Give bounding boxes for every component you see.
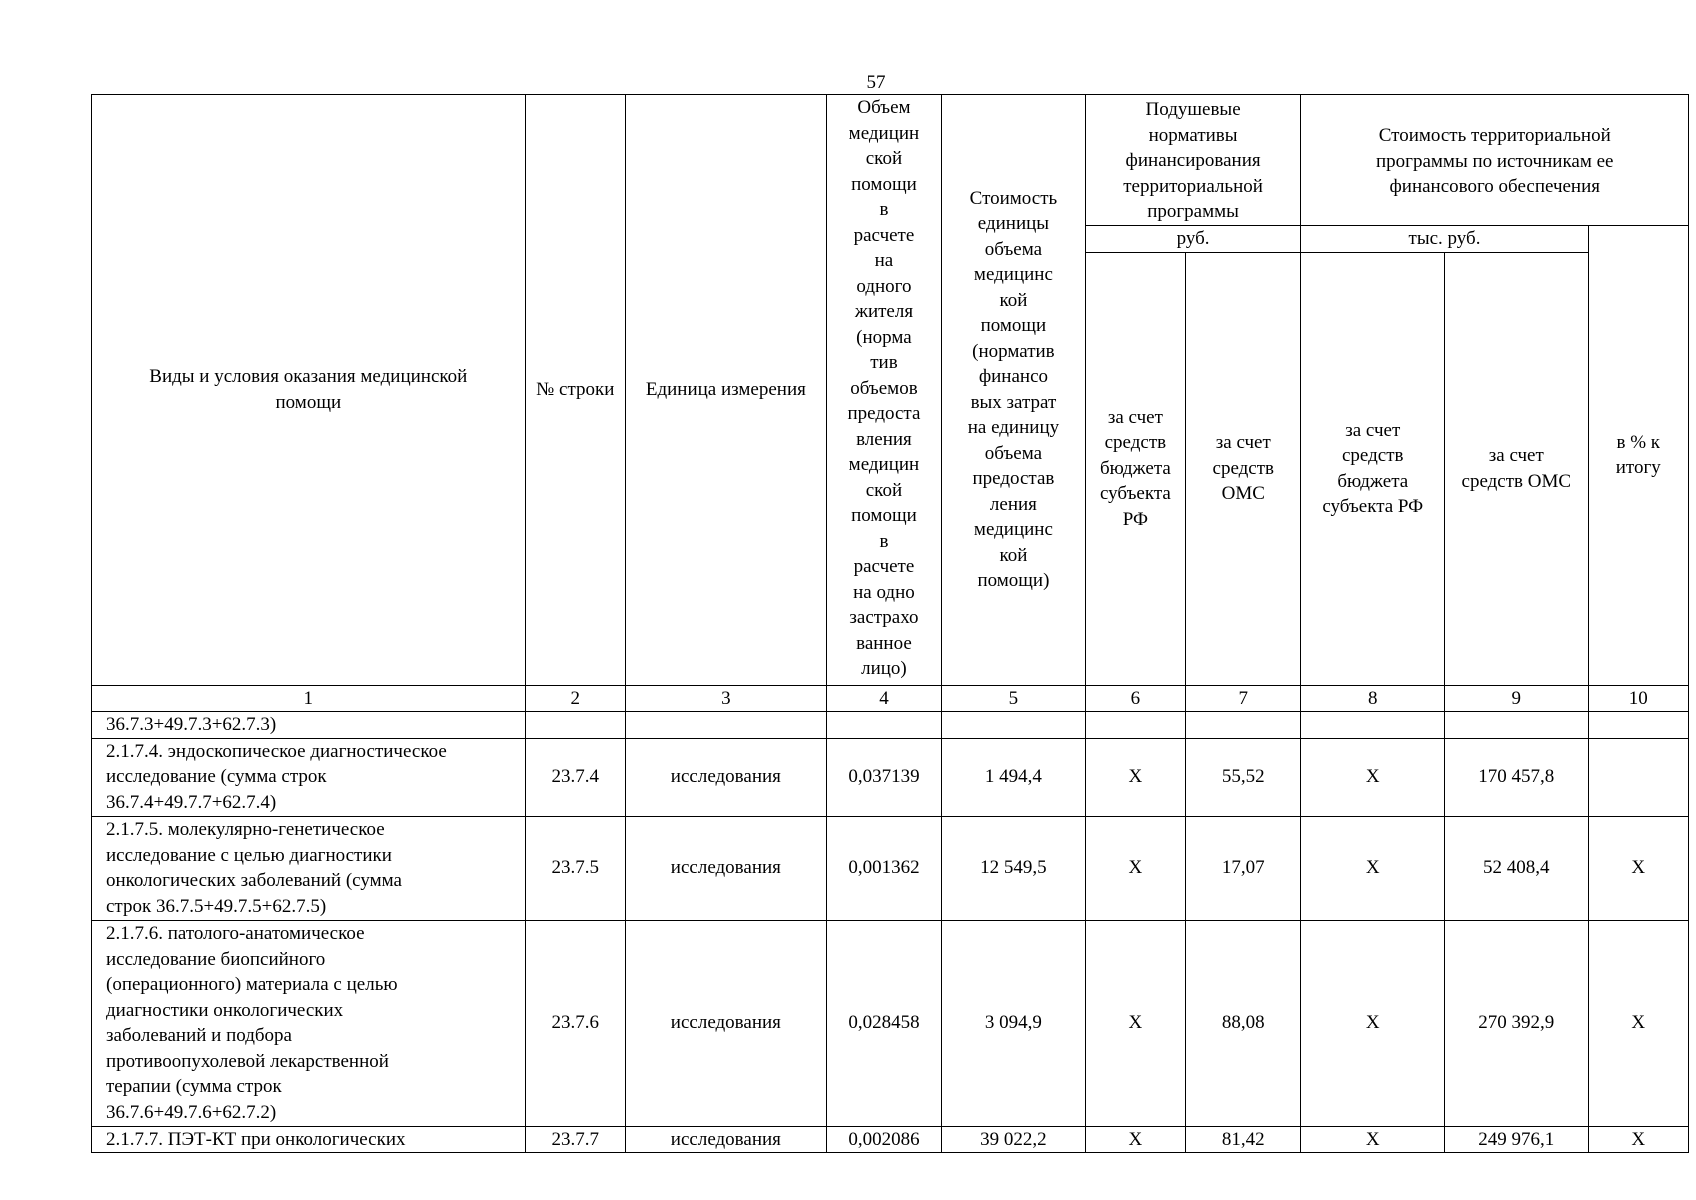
- text-line: одного: [856, 275, 912, 297]
- row-volume: 0,001362: [826, 816, 941, 920]
- text-line: заболеваний и подбора: [106, 1025, 292, 1046]
- row-name: [92, 1126, 526, 1153]
- row-total-budget: [1301, 712, 1445, 739]
- column-number: 5: [942, 685, 1086, 712]
- column-number: 2: [525, 685, 625, 712]
- text-line: помощи: [851, 173, 917, 195]
- row-per-capita-oms: 17,07: [1186, 816, 1301, 920]
- table-body: [92, 95, 1689, 1153]
- text-line: финансирования: [1125, 150, 1261, 171]
- row-per-capita-oms: [1186, 712, 1301, 739]
- financing-table: [91, 94, 1689, 1153]
- text-line: медицинс: [973, 264, 1053, 286]
- row-unit-cost: [942, 712, 1086, 739]
- header-program-cost-group: [1301, 95, 1689, 226]
- header-unit-thousand-rub: тыс. руб.: [1301, 225, 1588, 252]
- text-line: субъекта РФ: [1322, 496, 1424, 517]
- text-line: программы по источникам ее: [1376, 150, 1614, 172]
- row-total-budget: X: [1301, 920, 1445, 1126]
- header-unit-cost: [942, 95, 1086, 686]
- text-line: помощи: [851, 505, 917, 526]
- text-line: территориальной: [1123, 175, 1263, 197]
- text-line: программы: [1147, 201, 1239, 222]
- header-unit: Единица измерения: [625, 95, 826, 686]
- header-per-capita-group: [1085, 95, 1301, 226]
- row-total-oms: 249 976,1: [1445, 1126, 1589, 1153]
- text-line: на единицу: [967, 417, 1060, 439]
- row-volume: 0,028458: [826, 920, 941, 1126]
- text-line: за счет: [1215, 432, 1271, 454]
- text-line: за счет: [1345, 419, 1401, 441]
- table-row: [92, 738, 1689, 816]
- text-line: в: [879, 530, 889, 552]
- header-per-capita-oms: [1186, 252, 1301, 685]
- text-line: расчете: [853, 556, 915, 577]
- text-line: РФ: [1122, 508, 1148, 530]
- text-line: застрахо: [849, 607, 919, 628]
- text-line: за счет: [1107, 406, 1163, 428]
- text-line: объемов: [850, 377, 918, 399]
- text-line: вления: [856, 428, 912, 450]
- text-line: бюджета: [1099, 457, 1171, 479]
- header-volume: [826, 95, 941, 686]
- text-line: онкологических заболеваний (сумма: [106, 870, 402, 891]
- column-number: 4: [826, 685, 941, 712]
- text-line: ОМС: [1221, 483, 1265, 505]
- text-line: на одно: [853, 581, 915, 603]
- row-line-number: 23.7.5: [525, 816, 625, 920]
- row-per-capita-budget: X: [1085, 920, 1185, 1126]
- text-line: ления: [989, 493, 1037, 515]
- text-line: в: [879, 199, 889, 220]
- text-line: средств ОМС: [1461, 470, 1572, 492]
- text-line: кой: [999, 544, 1028, 566]
- header-unit-rub: руб.: [1085, 225, 1301, 252]
- text-line: объема: [984, 238, 1043, 260]
- header-row-1: [92, 95, 1689, 226]
- text-line: жителя: [854, 301, 914, 322]
- text-line: средств: [1342, 445, 1404, 466]
- row-line-number: 23.7.6: [525, 920, 625, 1126]
- text-line: (операционного) материала с целью: [106, 974, 398, 995]
- row-percent-total: X: [1588, 920, 1688, 1126]
- row-total-oms: 170 457,8: [1445, 738, 1589, 816]
- row-unit: исследования: [625, 1126, 826, 1153]
- row-percent-total: [1588, 738, 1688, 816]
- text-line: единицы: [977, 213, 1050, 235]
- row-total-oms: [1445, 712, 1589, 739]
- row-per-capita-budget: X: [1085, 738, 1185, 816]
- row-line-number: 23.7.4: [525, 738, 625, 816]
- text-line: диагностики онкологических: [106, 999, 344, 1021]
- text-line: Объем: [857, 97, 911, 118]
- text-line: исследование (сумма строк: [106, 766, 327, 788]
- text-line: 36.7.3+49.7.3+62.7.3): [106, 714, 277, 735]
- row-per-capita-budget: X: [1085, 1126, 1185, 1153]
- page-number: 57: [866, 72, 886, 93]
- table-row: [92, 920, 1689, 1126]
- row-total-oms: 270 392,9: [1445, 920, 1589, 1126]
- text-line: 2.1.7.7. ПЭТ-КТ при онкологических: [106, 1128, 406, 1150]
- text-line: исследование с целью диагностики: [106, 844, 392, 866]
- row-unit: [625, 712, 826, 739]
- row-per-capita-budget: [1085, 712, 1185, 739]
- header-line-number: № строки: [525, 95, 625, 686]
- row-percent-total: [1588, 712, 1688, 739]
- column-number: 3: [625, 685, 826, 712]
- column-number: 7: [1186, 685, 1301, 712]
- row-percent-total: X: [1588, 1126, 1688, 1153]
- row-name: [92, 738, 526, 816]
- row-volume: 0,037139: [826, 738, 941, 816]
- row-per-capita-oms: 88,08: [1186, 920, 1301, 1126]
- text-line: финансового обеспечения: [1389, 176, 1601, 197]
- text-line: терапии (сумма строк: [106, 1076, 282, 1097]
- text-line: средств: [1104, 432, 1167, 454]
- row-unit-cost: 3 094,9: [942, 920, 1086, 1126]
- column-numbers-row: [92, 685, 1689, 712]
- row-total-oms: 52 408,4: [1445, 816, 1589, 920]
- row-line-number: 23.7.7: [525, 1126, 625, 1153]
- row-volume: [826, 712, 941, 739]
- text-line: Подушевые: [1145, 99, 1241, 120]
- table-row: [92, 816, 1689, 920]
- text-line: 2.1.7.6. патолого-анатомическое: [106, 923, 365, 944]
- row-per-capita-oms: 81,42: [1186, 1126, 1301, 1153]
- text-line: медицин: [848, 122, 920, 144]
- text-line: медицин: [848, 454, 920, 475]
- text-line: Стоимость территориальной: [1378, 125, 1611, 146]
- row-unit-cost: 1 494,4: [942, 738, 1086, 816]
- text-line: ванное: [856, 632, 912, 654]
- row-total-budget: X: [1301, 738, 1445, 816]
- text-line: кой: [999, 289, 1028, 311]
- text-line: предостав: [972, 468, 1055, 490]
- column-number: 6: [1085, 685, 1185, 712]
- text-line: помощи: [980, 315, 1047, 337]
- text-line: тив: [870, 352, 898, 373]
- text-line: строк 36.7.5+49.7.5+62.7.5): [106, 895, 327, 917]
- row-per-capita-budget: X: [1085, 816, 1185, 920]
- row-name: [92, 920, 526, 1126]
- header-total-oms: [1445, 252, 1589, 685]
- text-line: помощи): [977, 570, 1050, 592]
- text-line: объема: [984, 442, 1043, 464]
- text-line: бюджета: [1337, 470, 1409, 492]
- column-number: 8: [1301, 685, 1445, 712]
- table-row: [92, 712, 1689, 739]
- text-line: предоста: [847, 403, 921, 424]
- column-number: 1: [92, 685, 526, 712]
- header-per-capita-budget: [1085, 252, 1185, 685]
- text-line: 2.1.7.4. эндоскопическое диагностическое: [106, 740, 447, 762]
- row-volume: 0,002086: [826, 1126, 941, 1153]
- row-unit: исследования: [625, 816, 826, 920]
- row-unit-cost: 39 022,2: [942, 1126, 1086, 1153]
- row-total-budget: X: [1301, 1126, 1445, 1153]
- row-total-budget: X: [1301, 816, 1445, 920]
- text-line: вых затрат: [970, 391, 1057, 413]
- row-unit-cost: 12 549,5: [942, 816, 1086, 920]
- text-line: итогу: [1615, 457, 1661, 478]
- text-line: 36.7.6+49.7.6+62.7.2): [106, 1101, 277, 1123]
- text-line: (норматив: [972, 340, 1055, 362]
- text-line: лицо): [861, 658, 907, 679]
- text-line: ской: [865, 479, 903, 501]
- text-line: (норма: [856, 326, 912, 348]
- header-kind-of-care: Виды и условия оказания медицинской помощи: [92, 95, 526, 686]
- text-line: на: [874, 250, 894, 271]
- row-per-capita-oms: 55,52: [1186, 738, 1301, 816]
- row-percent-total: X: [1588, 816, 1688, 920]
- row-line-number: [525, 712, 625, 739]
- row-name: [92, 816, 526, 920]
- table-row: [92, 1126, 1689, 1153]
- text-line: медицинс: [973, 519, 1053, 541]
- text-line: ской: [865, 148, 903, 169]
- column-number: 9: [1445, 685, 1589, 712]
- text-line: финансо: [978, 366, 1049, 388]
- row-name: [92, 712, 526, 739]
- header-total-budget: [1301, 252, 1445, 685]
- text-line: Стоимость: [969, 187, 1058, 209]
- text-line: исследование биопсийного: [106, 948, 326, 970]
- text-line: противоопухолевой лекарственной: [106, 1050, 389, 1072]
- text-line: субъекта: [1099, 483, 1171, 505]
- row-unit: исследования: [625, 738, 826, 816]
- row-unit: исследования: [625, 920, 826, 1126]
- text-line: средств: [1212, 457, 1275, 479]
- header-percent-total: [1588, 225, 1688, 685]
- text-line: 2.1.7.5. молекулярно-генетическое: [106, 819, 385, 840]
- column-number: 10: [1588, 685, 1688, 712]
- text-line: 36.7.4+49.7.7+62.7.4): [106, 791, 277, 813]
- text-line: в % к: [1616, 431, 1661, 453]
- text-line: за счет: [1488, 445, 1544, 466]
- text-line: расчете: [853, 224, 915, 246]
- text-line: нормативы: [1148, 124, 1238, 146]
